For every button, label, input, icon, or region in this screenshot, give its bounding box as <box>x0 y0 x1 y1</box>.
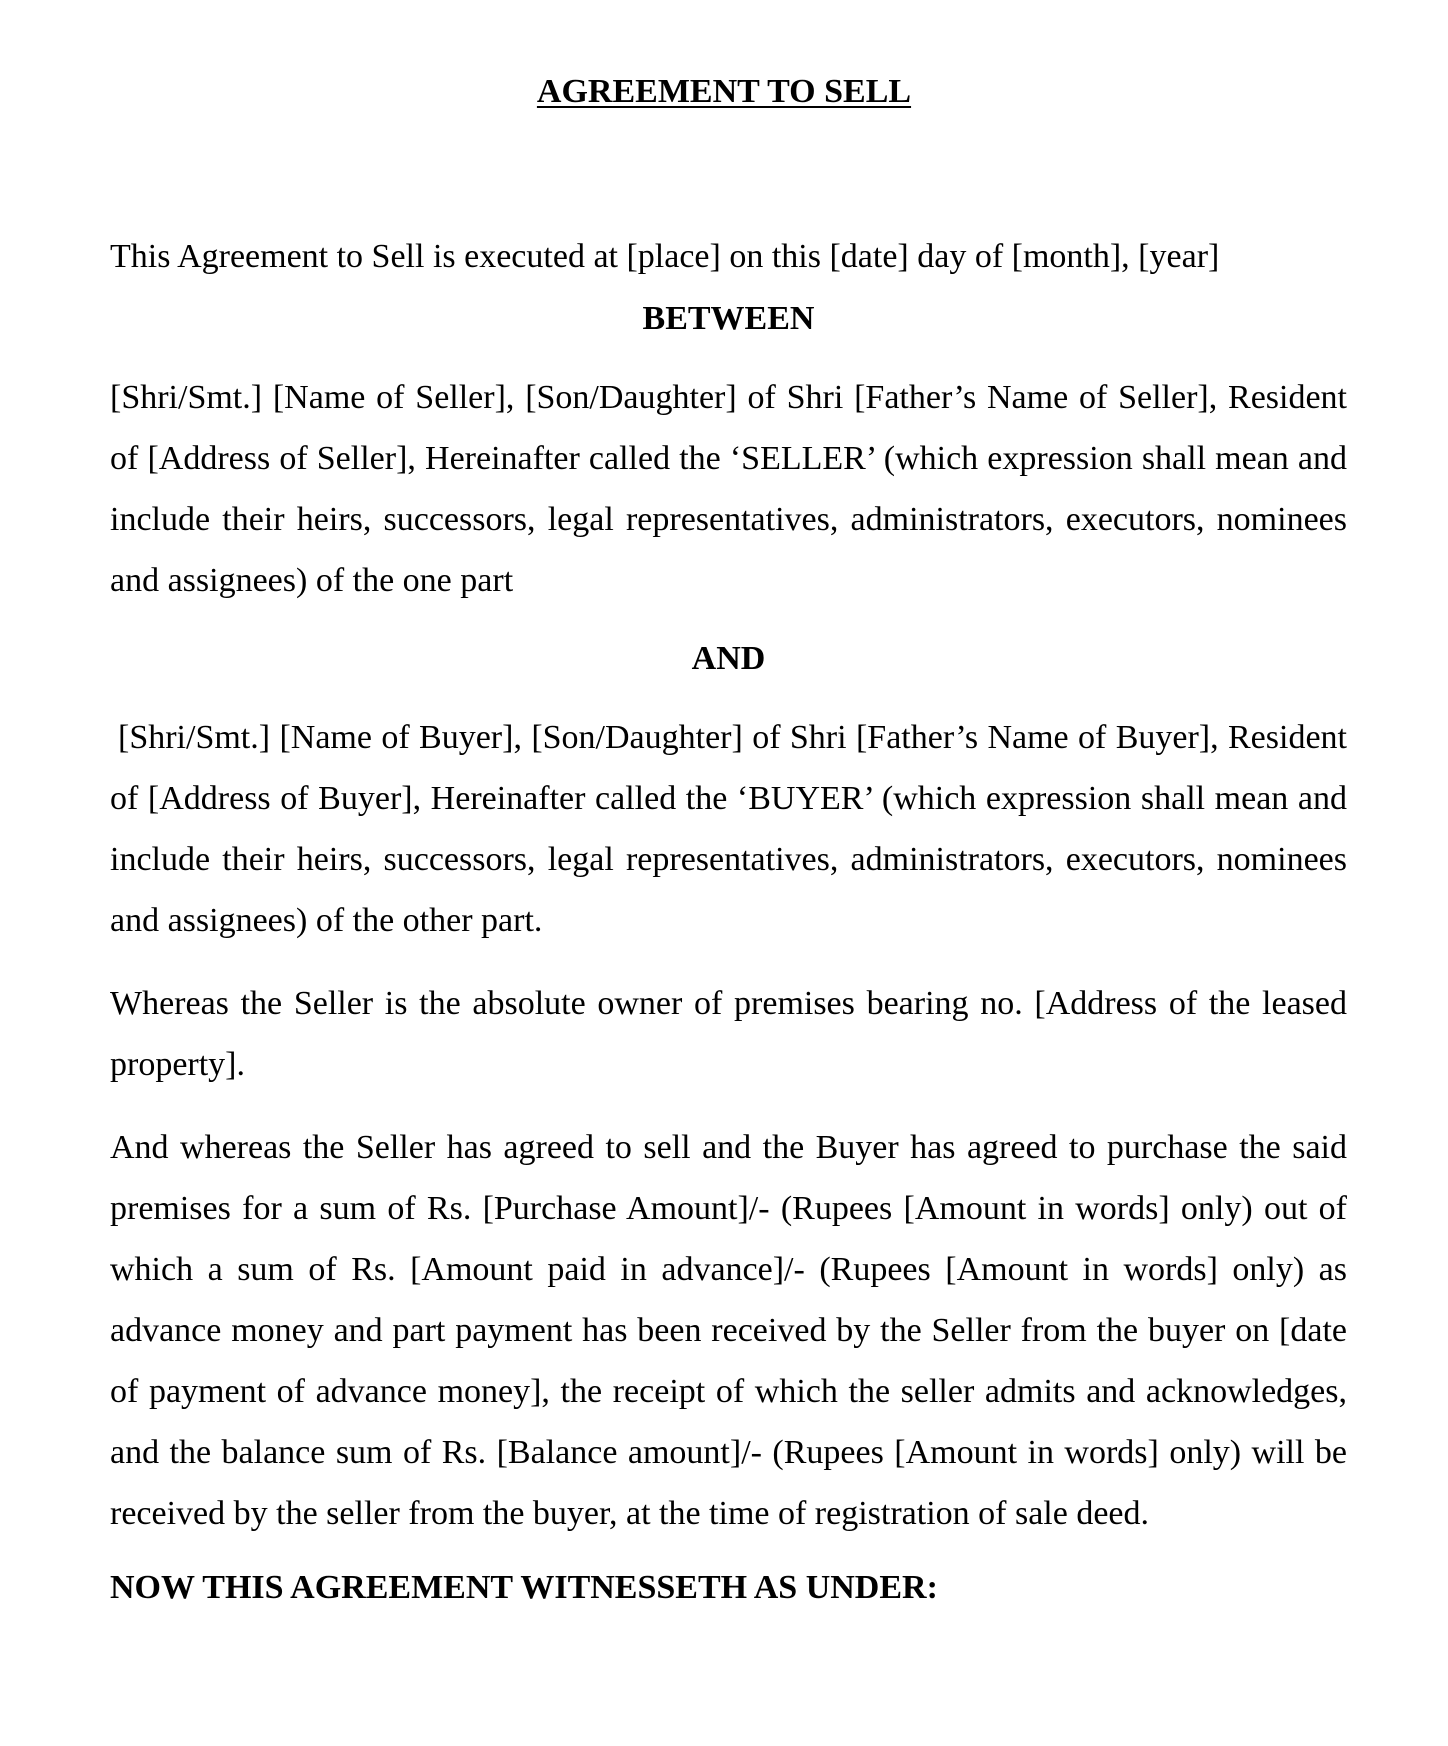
between-heading: BETWEEN <box>642 300 815 337</box>
document-body <box>110 235 1347 1610</box>
document-title <box>0 70 1448 114</box>
closing-heading: NOW THIS AGREEMENT WITNESSETH AS UNDER: <box>110 1569 938 1606</box>
and-heading: AND <box>691 640 766 677</box>
intro-paragraph: This Agreement to Sell is executed at [place] on this [date] day of [month], [year] <box>110 238 1220 275</box>
document-title-text: AGREEMENT TO SELL <box>536 73 912 110</box>
seller-paragraph: [Shri/Smt.] [Name of Seller], [Son/Daughter] of Shri [Father’s Name of Seller], Resident of [Address of Seller], Hereinafter called the ‘SELLER’ (which expression shall mean and include their heirs, successors, legal representatives, administrators, executors, nominees and assignees) of the one part <box>110 379 1347 599</box>
buyer-paragraph: [Shri/Smt.] [Name of Buyer], [Son/Daughter] of Shri [Father’s Name of Buyer], Resident of [Address of Buyer], Hereinafter called the ‘BUYER’ (which expression shall mean and include their heirs, successors, legal representatives, administrators, executors, nominees and assignees) of the other part. <box>110 719 1347 939</box>
and-whereas-paragraph: And whereas the Seller has agreed to sell and the Buyer has agreed to purchase the said premises for a sum of Rs. [Purchase Amount]/- (Rupees [Amount in words] only) out of which a sum of Rs. [Amount paid in advance]/- (Rupees [Amount in words] only) as advance money and part payment has been received by the Seller from the buyer on [date of payment of advance money], the receipt of which the seller admits and acknowledges, and the balance sum of Rs. [Balance amount]/- (Rupees [Amount in words] only) will be received by the seller from the buyer, at the time of registration of sale deed. <box>110 1129 1347 1532</box>
whereas-paragraph: Whereas the Seller is the absolute owner of premises bearing no. [Address of the leased property]. <box>110 985 1347 1083</box>
